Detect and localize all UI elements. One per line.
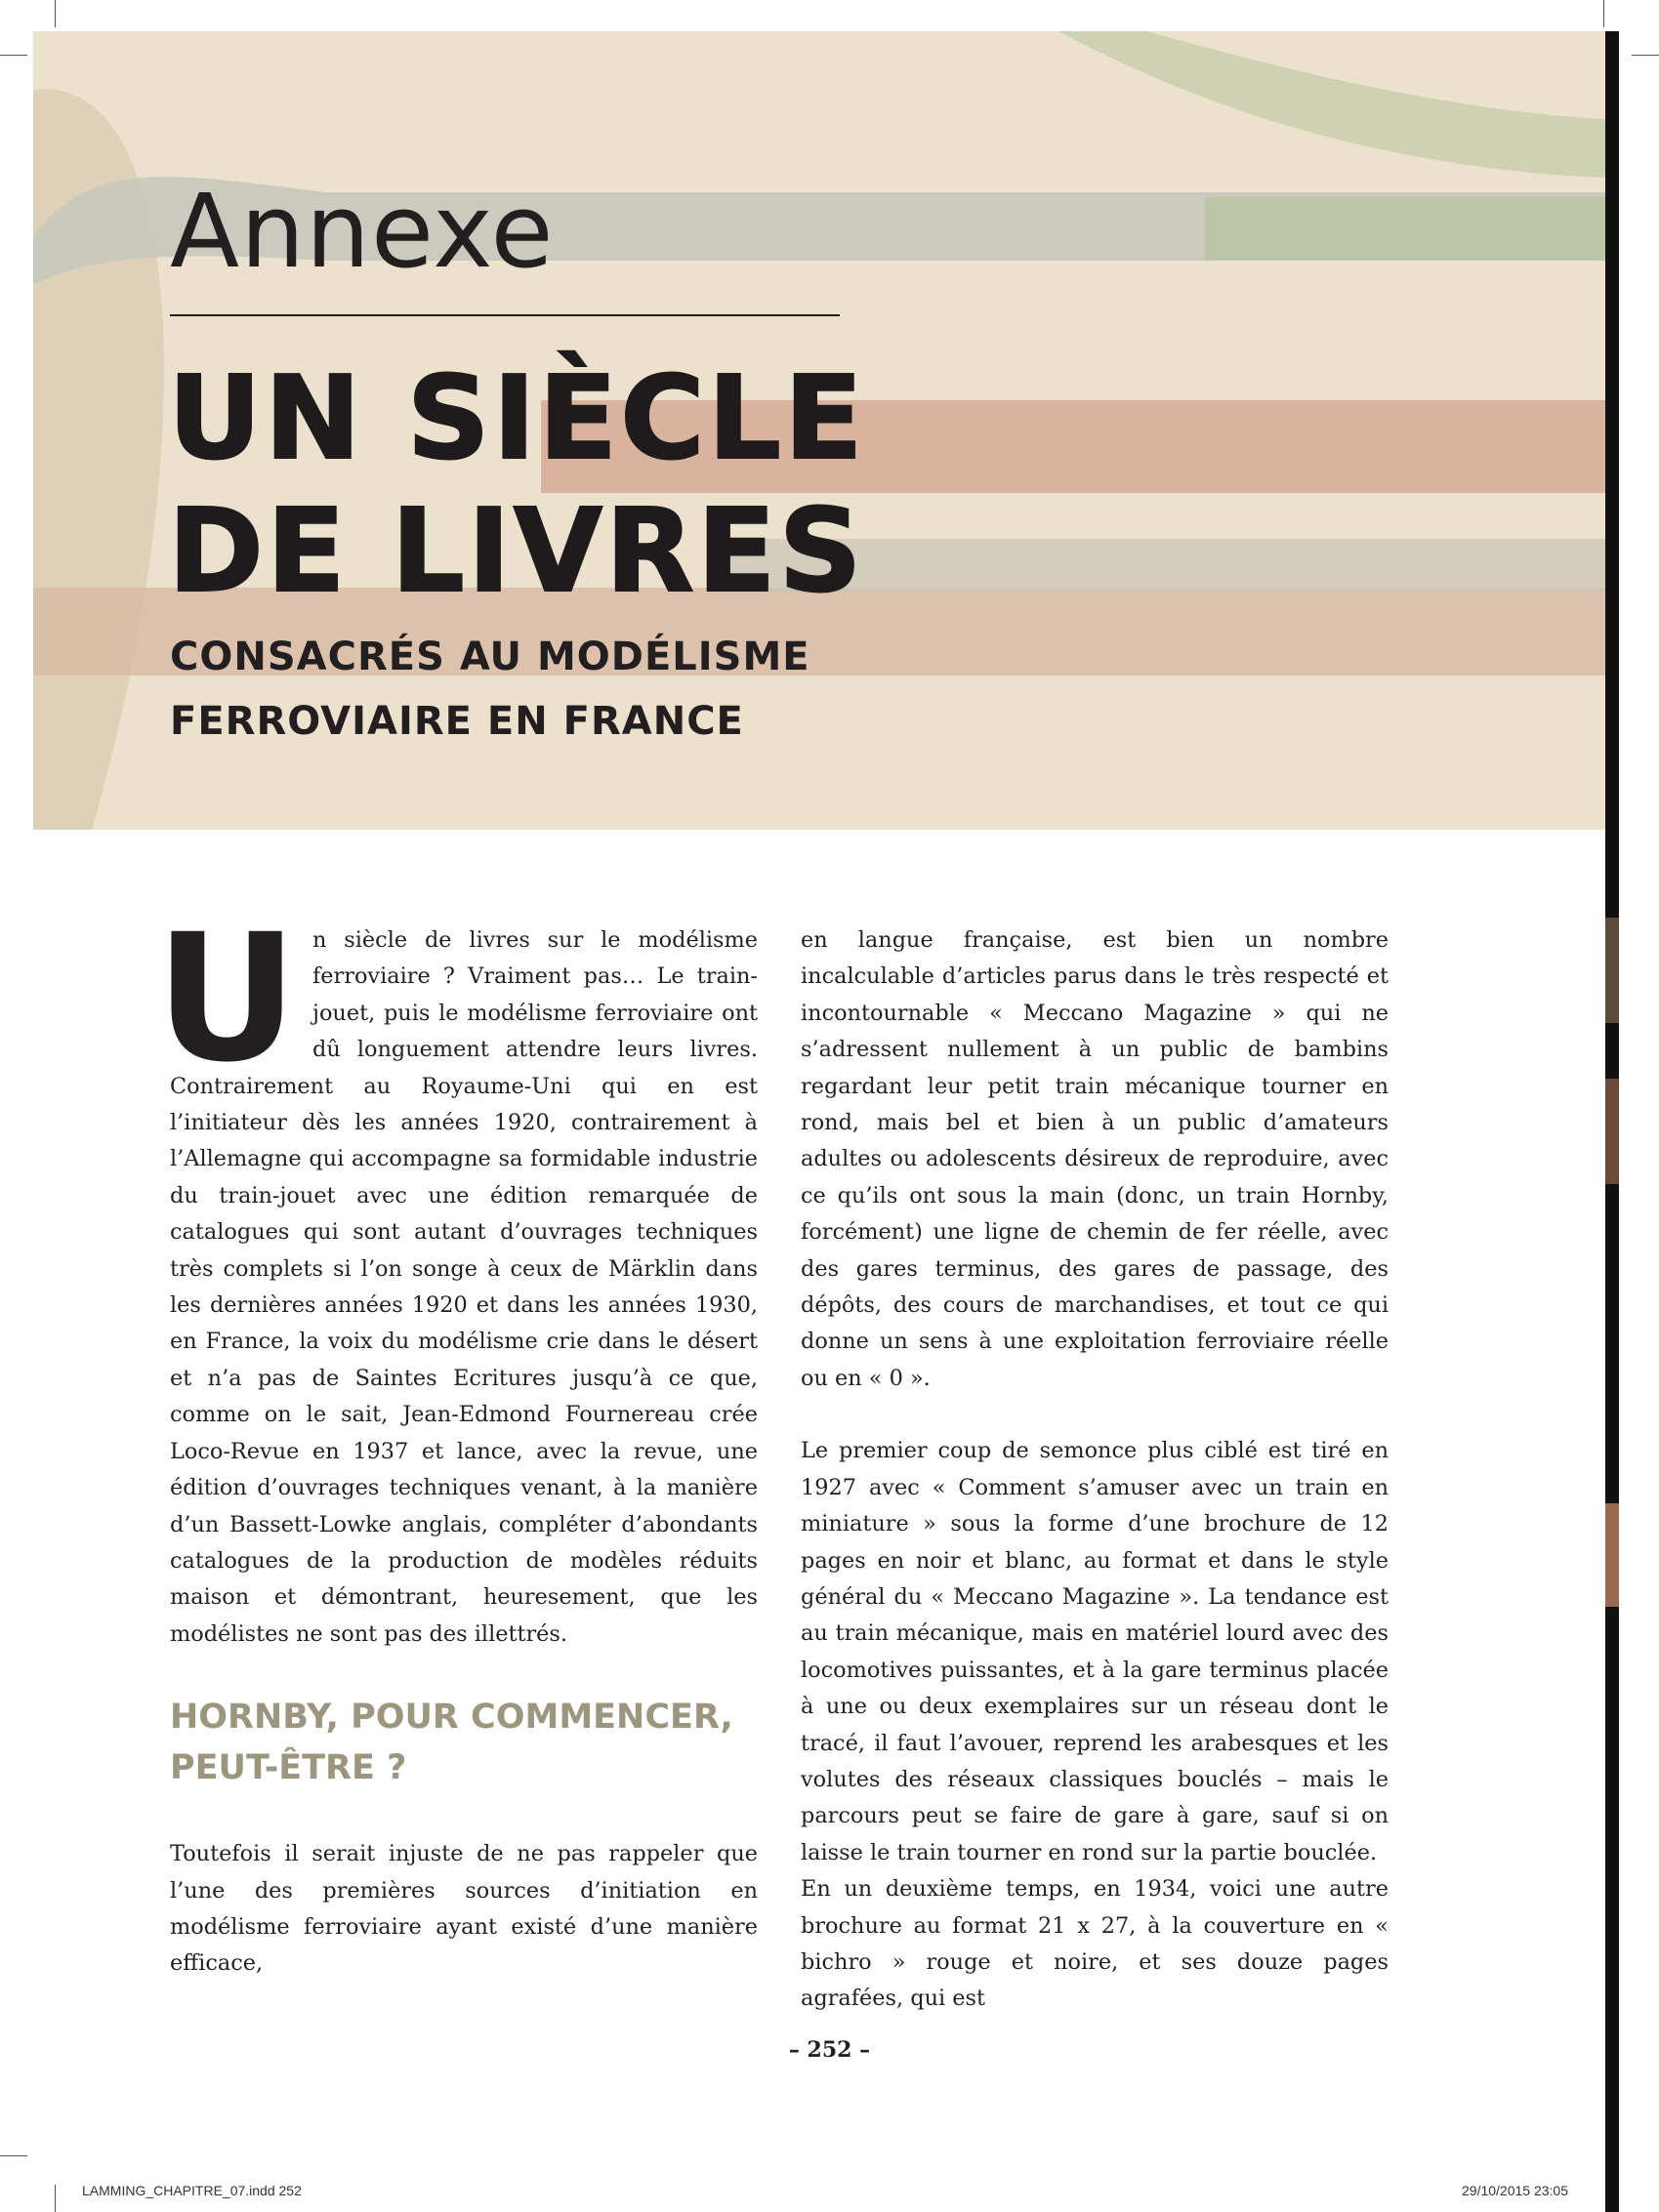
body-paragraph: Le premier coup de semonce plus ciblé est tiré en 1927 avec « Comment s’amuser avec un train en miniature » sous la forme d’une brochure de 12 pages en noir et blanc, au format et dans le style général du « Meccano Magazine ». La tendance est au train mécanique, mais en matériel lourd avec des locomotives puissantes, et à la gare terminus placée à une ou deux exemplaires sur un réseau dont le tracé, il faut l’avouer, reprend les arabesques et les volutes des réseaux classiques bouclés – mais le parcours peut se faire de gare à gare, sauf si on laisse le train tourner en rond sur la partie bouclée. bbox=[801, 1438, 1389, 1865]
thumb-tab bbox=[1605, 1079, 1619, 1184]
crop-mark bbox=[1603, 0, 1604, 27]
section-heading-line: PEUT-ÊTRE ? bbox=[170, 1748, 407, 1788]
green-swoosh bbox=[1058, 31, 1605, 178]
crop-mark bbox=[0, 55, 27, 56]
page-title-line: DE LIVRES bbox=[168, 483, 865, 618]
slug-date: 29/10/2015 23:05 bbox=[1462, 2183, 1568, 2198]
intro-paragraph: n siècle de livres sur le modélisme ferroviaire ? Vraiment pas… Le train-jouet, puis le modélisme ferroviaire ont dû longuement attendre leurs livres. Contrairement au Royaume-Uni qui en est l’initiateur dès les années 1920, contrairement à l’Allemagne qui accompagne sa formidable industrie du train-jouet avec une édition remarquée de catalogues qui sont autant d’ouvrages techniques très complets si l’on songe à ceux de Märklin dans les dernières années 1920 et dans les années 1930, en France, la voix du modélisme crie dans le désert et n’a pas de Saintes Ecritures jusqu’à ce que, comme on le sait, Jean-Edmond Fournereau crée Loco-Revue en 1937 et lance, avec la revue, une édition d’ouvrages techniques venant, à la manière d’un Bassett-Lowke anglais, compléter d’abondants catalogues de la production de modèles réduits maison et démontrant, heuresement, que les modélistes ne sont pas des illettrés. bbox=[170, 927, 758, 1647]
crop-mark bbox=[0, 2155, 27, 2156]
section-heading-line: HORNBY, POUR COMMENCER, bbox=[170, 1698, 733, 1738]
green-stripe bbox=[1205, 197, 1605, 261]
text-column-right bbox=[801, 922, 1389, 2018]
body-paragraph: en langue française, est bien un nombre incalculable d’articles parus dans le très respecté et incontournable « Meccano Magazine » qui ne s’adressent nullement à un public de bambins regardant leur petit train mécanique tourner en rond, mais bel et bien à un public d’amateurs adultes ou adolescents désireux de reproduire, avec ce qu’ils ont sous la main (donc, un train Hornby, forcément) une ligne de chemin de fer réelle, avec des gares terminus, des gares de passage, des dépôts, des cours de marchandises, et tout ce qui donne un sens à une exploitation ferroviaire réelle ou en « 0 ». bbox=[801, 927, 1389, 1391]
section-paragraph: Toutefois il serait injuste de ne pas rappeler que l’une des premières sources d’initiation en modélisme ferroviaire ayant existé d’une manière efficace, bbox=[170, 1841, 758, 1977]
svg-text:U: U bbox=[154, 897, 299, 1101]
thumb-tab bbox=[1605, 1503, 1619, 1607]
dropcap-letter bbox=[154, 897, 299, 1101]
section-heading bbox=[170, 1692, 758, 1793]
body-paragraph: En un deuxième temps, en 1934, voici une autre brochure au format 21 x 27, à la couverture en « bichro » rouge et noire, et ses douze pages agrafées, qui est bbox=[801, 1876, 1389, 2012]
crop-mark bbox=[55, 0, 56, 27]
page-title bbox=[168, 351, 871, 617]
slug-file: LAMMING_CHAPITRE_07.indd 252 bbox=[82, 2183, 302, 2198]
paragraph-gap bbox=[801, 1397, 1389, 1433]
page-subtitle-line: FERROVIAIRE EN FRANCE bbox=[170, 699, 744, 744]
crop-mark bbox=[55, 2185, 56, 2212]
page-title-line: UN SIÈCLE bbox=[168, 350, 866, 485]
thumb-tab bbox=[1605, 918, 1619, 1023]
page-number: – 252 – bbox=[788, 2037, 871, 2063]
text-column-left bbox=[154, 897, 758, 1983]
title-rule bbox=[170, 314, 840, 316]
page-subtitle-line: CONSACRÉS AU MODÉLISME bbox=[170, 635, 810, 679]
annexe-label: Annexe bbox=[170, 172, 555, 291]
page-subtitle bbox=[170, 625, 912, 754]
crop-mark bbox=[1632, 55, 1659, 56]
